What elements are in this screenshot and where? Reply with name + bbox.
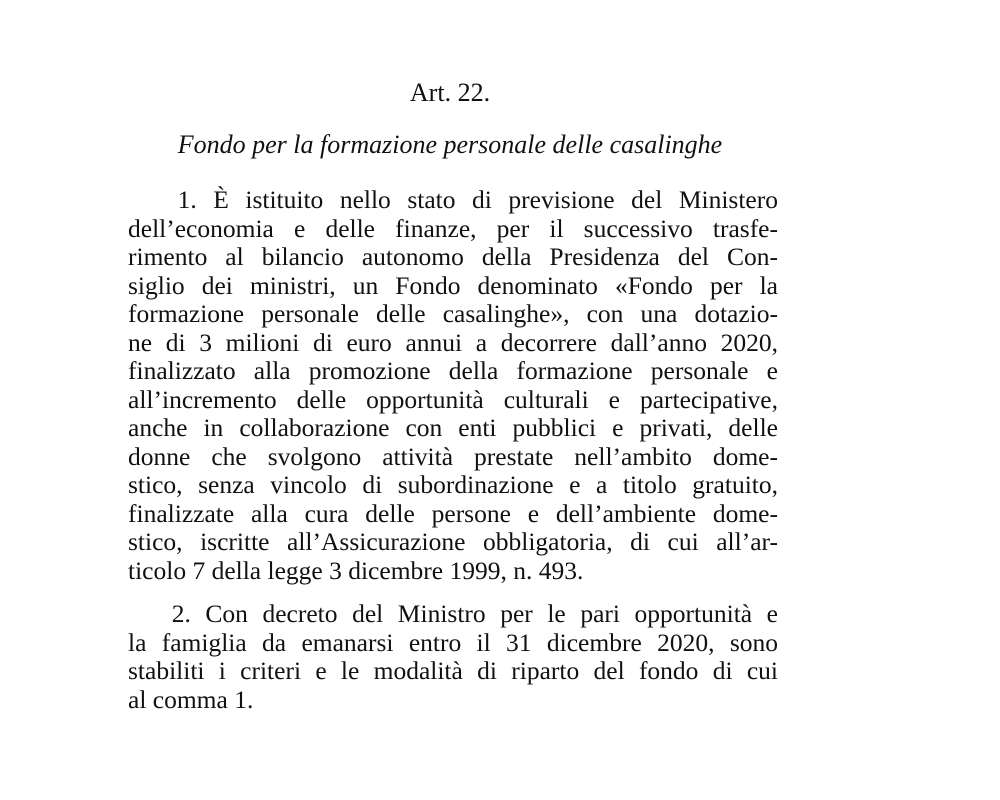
paragraph-line: 1. È istituito nello stato di previsione del Ministero [128, 185, 778, 214]
paragraph-line: siglio dei ministri, un Fondo denominato «Fondo per la [128, 270, 778, 300]
paragraph-line: donne che svolgono attività prestate nell’ambito dome- [128, 441, 778, 471]
paragraph-line: finalizzate alla cura delle persone e dell’ambiente dome- [128, 498, 778, 528]
paragraph-line: ne di 3 milioni di euro annui a decorrere dall’anno 2020, [128, 327, 778, 357]
article-number: Art. 22. [409, 78, 491, 107]
paragraph-line: stico, iscritte all’Assicurazione obbligatoria, di cui all’ar- [128, 527, 778, 556]
paragraph-line: la famiglia da emanarsi entro il 31 dicembre 2020, sono [128, 627, 778, 657]
paragraph-line: 2. Con decreto del Ministro per le pari opportunità e [128, 599, 778, 628]
paragraph-2 [128, 600, 778, 714]
paragraph-line: ticolo 7 della legge 3 dicembre 1999, n. 493. [128, 555, 584, 585]
paragraph-line: rimento al bilancio autonomo della Presidenza del Con- [128, 242, 778, 271]
paragraph-line: all’incremento delle opportunità culturali e partecipative, [128, 384, 778, 414]
paragraph-line: dell’economia e delle finanze, per il successivo trasfe- [128, 213, 778, 243]
article-title: Fondo per la formazione personale delle casalinghe [177, 130, 723, 159]
paragraph-line: finalizzato alla promozione della formazione personale e [128, 356, 778, 385]
paragraph-line: anche in collaborazione con enti pubblici e privati, delle [128, 413, 778, 442]
paragraph-line: stico, senza vincolo di subordinazione e a titolo gratuito, [128, 470, 778, 499]
paragraph-line: stabiliti i criteri e le modalità di riparto del fondo di cui [128, 656, 778, 685]
paragraph-line: al comma 1. [128, 684, 254, 714]
paragraph-1 [128, 186, 778, 585]
paragraph-line: formazione personale delle casalinghe», con una dotazio- [128, 299, 778, 328]
